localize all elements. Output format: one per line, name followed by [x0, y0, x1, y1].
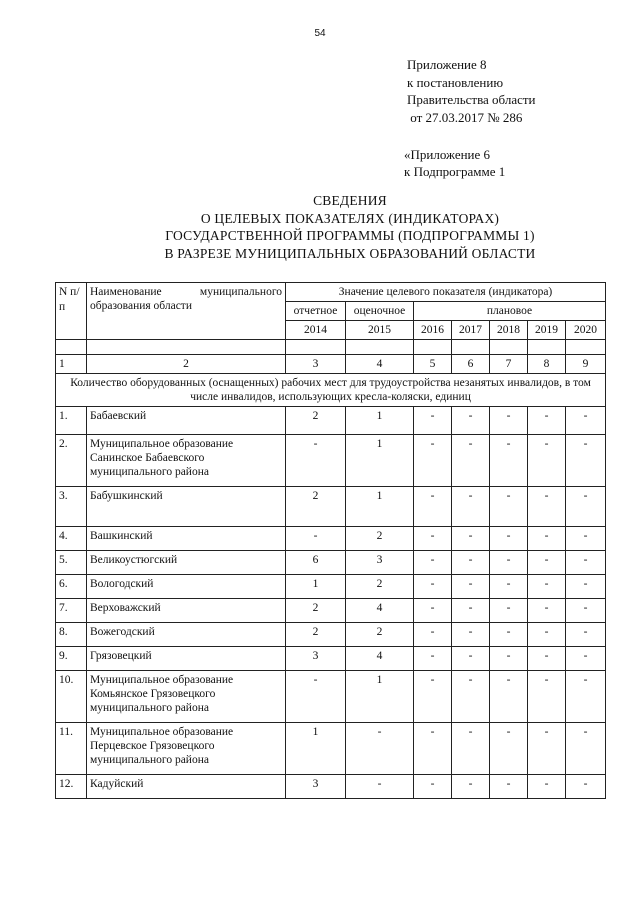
row-value: 1 — [346, 487, 414, 527]
row-value: 2 — [346, 575, 414, 599]
row-municipality-name: Верховажский — [87, 599, 286, 623]
section-title: Количество оборудованных (оснащенных) рабочих мест для трудоустройства незанятых инвалидов, в том числе инвалидов, использующих кресла-коляски, единиц — [56, 374, 606, 407]
row-value: - — [414, 527, 452, 551]
row-number: 3. — [56, 487, 87, 527]
row-value: - — [566, 647, 606, 671]
row-value: - — [490, 623, 528, 647]
row-value: - — [414, 671, 452, 723]
row-value: - — [414, 575, 452, 599]
row-value: 4 — [346, 599, 414, 623]
appendix-line: Правительства области — [407, 92, 536, 107]
row-municipality-name: Бабаевский — [87, 407, 286, 435]
appendix-line: к постановлению — [407, 74, 504, 90]
row-value: - — [490, 435, 528, 487]
row-value: 1 — [346, 671, 414, 723]
row-value: - — [452, 671, 490, 723]
appendix2-line: «Приложение 6 — [404, 147, 491, 162]
column-number: 6 — [452, 355, 490, 374]
row-value: - — [452, 551, 490, 575]
row-value: - — [528, 647, 566, 671]
row-value: 4 — [346, 647, 414, 671]
row-municipality-name: Кадуйский — [87, 775, 286, 799]
table-row — [56, 435, 606, 487]
row-value: 2 — [346, 527, 414, 551]
year-2016: 2016 — [414, 321, 452, 340]
appendix-subprogram-block — [404, 146, 505, 180]
row-number: 5. — [56, 551, 87, 575]
header-name-line2: образования области — [90, 300, 192, 312]
row-value: - — [286, 435, 346, 487]
row-value: - — [452, 775, 490, 799]
row-number: 2. — [56, 435, 87, 487]
row-value: - — [452, 487, 490, 527]
row-value: 3 — [286, 647, 346, 671]
row-number: 8. — [56, 623, 87, 647]
row-value: - — [490, 723, 528, 775]
row-value: - — [528, 575, 566, 599]
row-value: - — [566, 723, 606, 775]
spacer-cell — [490, 340, 528, 355]
year-2015: 2015 — [346, 321, 414, 340]
row-value: - — [528, 487, 566, 527]
year-2020: 2020 — [566, 321, 606, 340]
row-value: - — [490, 487, 528, 527]
spacer-row — [56, 340, 606, 355]
row-value: 3 — [346, 551, 414, 575]
table-row — [56, 775, 606, 799]
row-value: - — [490, 527, 528, 551]
year-2018: 2018 — [490, 321, 528, 340]
spacer-cell — [56, 340, 87, 355]
appendix-line: Приложение 8 — [407, 57, 487, 72]
spacer-cell — [452, 340, 490, 355]
row-value: - — [566, 435, 606, 487]
row-value: - — [452, 407, 490, 435]
row-value: 1 — [286, 575, 346, 599]
row-value: - — [528, 435, 566, 487]
row-municipality-name: Грязовецкий — [87, 647, 286, 671]
row-value: 2 — [286, 407, 346, 435]
table-row — [56, 551, 606, 575]
row-value: - — [490, 599, 528, 623]
appendix-line: от 27.03.2017 № 286 — [407, 109, 523, 125]
header-name — [87, 283, 286, 340]
row-value: - — [566, 599, 606, 623]
spacer-cell — [528, 340, 566, 355]
row-number: 7. — [56, 599, 87, 623]
row-value: 2 — [286, 487, 346, 527]
title-line: О ЦЕЛЕВЫХ ПОКАЗАТЕЛЯХ (ИНДИКАТОРАХ) — [200, 210, 500, 226]
title-line: СВЕДЕНИЯ — [313, 193, 387, 208]
row-value: - — [286, 671, 346, 723]
row-number: 12. — [56, 775, 87, 799]
spacer-cell — [414, 340, 452, 355]
row-value: - — [452, 647, 490, 671]
column-number: 8 — [528, 355, 566, 374]
column-numbers-row — [56, 355, 606, 374]
row-value: - — [566, 623, 606, 647]
row-value: - — [452, 435, 490, 487]
row-value: 6 — [286, 551, 346, 575]
table-row — [56, 487, 606, 527]
column-number: 5 — [414, 355, 452, 374]
row-value: 1 — [346, 407, 414, 435]
table-row — [56, 599, 606, 623]
table-row — [56, 723, 606, 775]
appendix-block — [407, 56, 536, 126]
row-value: - — [566, 575, 606, 599]
column-number: 7 — [490, 355, 528, 374]
row-municipality-name: Бабушкинский — [87, 487, 286, 527]
row-municipality-name: Муниципальное образование Комьянское Грязовецкого муниципального района — [87, 671, 286, 723]
header-estimated: оценочное — [346, 302, 414, 321]
document-title — [60, 192, 640, 262]
row-value: 2 — [346, 623, 414, 647]
row-value: - — [414, 647, 452, 671]
row-value: - — [414, 723, 452, 775]
header-name-line1: Наименование муниципального — [90, 286, 282, 298]
year-2014: 2014 — [286, 321, 346, 340]
title-line: В РАЗРЕЗЕ МУНИЦИПАЛЬНЫХ ОБРАЗОВАНИЙ ОБЛАСТИ — [164, 245, 536, 261]
column-number: 2 — [87, 355, 286, 374]
year-2019: 2019 — [528, 321, 566, 340]
row-municipality-name: Вашкинский — [87, 527, 286, 551]
row-value: - — [452, 599, 490, 623]
row-value: - — [346, 775, 414, 799]
row-value: - — [414, 407, 452, 435]
row-value: - — [528, 599, 566, 623]
header-value-group: Значение целевого показателя (индикатора) — [286, 283, 606, 302]
row-municipality-name: Муниципальное образование Перцевское Грязовецкого муниципального района — [87, 723, 286, 775]
row-value: - — [452, 723, 490, 775]
row-value: 2 — [286, 623, 346, 647]
row-value: - — [490, 575, 528, 599]
table-row — [56, 671, 606, 723]
row-value: - — [566, 671, 606, 723]
row-value: - — [414, 623, 452, 647]
row-number: 9. — [56, 647, 87, 671]
row-number: 4. — [56, 527, 87, 551]
row-municipality-name: Вожегодский — [87, 623, 286, 647]
header-planned: плановое — [414, 302, 606, 321]
row-value: - — [414, 551, 452, 575]
row-value: - — [452, 623, 490, 647]
row-value: - — [528, 723, 566, 775]
header-row — [56, 283, 606, 302]
row-value: - — [566, 527, 606, 551]
appendix2-line: к Подпрограмме 1 — [404, 164, 506, 179]
spacer-cell — [346, 340, 414, 355]
year-2017: 2017 — [452, 321, 490, 340]
row-number: 11. — [56, 723, 87, 775]
row-value: - — [286, 527, 346, 551]
table-row — [56, 647, 606, 671]
row-value: - — [414, 487, 452, 527]
row-value: - — [566, 775, 606, 799]
row-municipality-name: Муниципальное образование Санинское Бабаевского муниципального района — [87, 435, 286, 487]
page-number: 54 — [314, 28, 326, 39]
column-number: 3 — [286, 355, 346, 374]
row-number: 6. — [56, 575, 87, 599]
spacer-cell — [566, 340, 606, 355]
spacer-cell — [87, 340, 286, 355]
table-row — [56, 407, 606, 435]
section-title-row — [56, 374, 606, 407]
indicators-table — [55, 282, 606, 799]
row-value: - — [528, 551, 566, 575]
row-value: - — [452, 575, 490, 599]
row-value: - — [452, 527, 490, 551]
row-value: - — [566, 407, 606, 435]
row-value: - — [528, 527, 566, 551]
row-value: - — [490, 551, 528, 575]
row-value: - — [414, 599, 452, 623]
row-value: 1 — [346, 435, 414, 487]
row-value: - — [528, 407, 566, 435]
table-row — [56, 527, 606, 551]
row-value: - — [490, 647, 528, 671]
spacer-cell — [286, 340, 346, 355]
column-number: 4 — [346, 355, 414, 374]
column-number: 1 — [56, 355, 87, 374]
row-number: 1. — [56, 407, 87, 435]
row-value: - — [528, 623, 566, 647]
row-value: - — [490, 775, 528, 799]
row-value: 1 — [286, 723, 346, 775]
column-number: 9 — [566, 355, 606, 374]
row-value: - — [414, 775, 452, 799]
row-value: 3 — [286, 775, 346, 799]
row-value: - — [414, 435, 452, 487]
title-line: ГОСУДАРСТВЕННОЙ ПРОГРАММЫ (ПОДПРОГРАММЫ 1) — [165, 228, 535, 243]
header-reported: отчетное — [286, 302, 346, 321]
row-value: - — [490, 407, 528, 435]
table-row — [56, 623, 606, 647]
row-municipality-name: Вологодский — [87, 575, 286, 599]
row-value: - — [528, 671, 566, 723]
row-value: - — [528, 775, 566, 799]
header-num: N п/п — [56, 283, 87, 340]
row-value: - — [566, 487, 606, 527]
row-value: - — [490, 671, 528, 723]
table-row — [56, 575, 606, 599]
row-municipality-name: Великоустюгский — [87, 551, 286, 575]
row-value: 2 — [286, 599, 346, 623]
row-value: - — [566, 551, 606, 575]
row-number: 10. — [56, 671, 87, 723]
row-value: - — [346, 723, 414, 775]
